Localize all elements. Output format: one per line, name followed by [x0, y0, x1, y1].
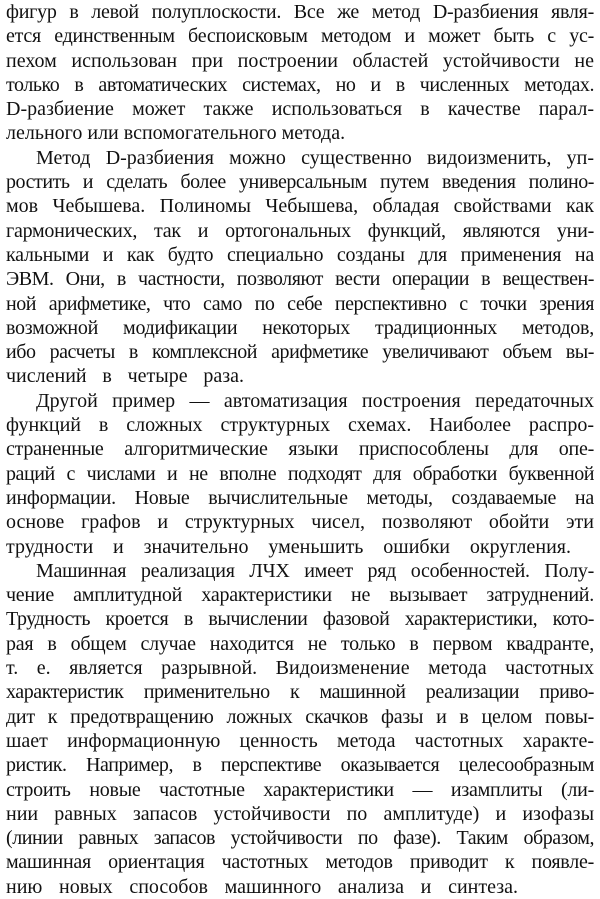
text-line: лельного или вспомогательного метода.: [6, 122, 346, 145]
text-line: возможной модификации некоторых традиционных методов,: [6, 316, 594, 339]
text-line: т. е. является разрывной. Видоизменение метода частотных: [6, 657, 594, 680]
text-line: ЭВМ. Они, в частности, позволяют вести операции в веществен-: [6, 268, 594, 291]
text-line: фигур в левой полуплоскости. Все же метод D-разбиения явля-: [6, 1, 594, 23]
text-line: гармонических, так и ортогональных функций, являются уни-: [6, 219, 594, 242]
text-line: ибо расчеты в комплексной арифметике увеличивают объем вы-: [6, 341, 594, 364]
text-line: информации. Новые вычислительные методы, создаваемые на: [6, 486, 594, 509]
text-line: страненные алгоритмические языки приспособлены для опе-: [6, 438, 594, 461]
text-line: дит к предотвращению ложных скачков фазы и в целом повы-: [6, 705, 594, 728]
text-line: Метод D-разбиения можно существенно видоизменить, уп-: [36, 146, 594, 169]
text-line: ристик. Например, в перспективе оказывается целесообразным: [6, 754, 594, 777]
text-line: (линии равных запасов устойчивости по фазе). Таким образом,: [6, 827, 594, 850]
text-line: Трудность кроется в вычислении фазовой характеристики, кото-: [6, 608, 594, 631]
text-line: ростить и сделать более универсальным путем введения полино-: [6, 171, 594, 194]
document-page: [6, 0, 594, 898]
paragraph-2: [6, 146, 594, 389]
text-line: числений в четыре раза.: [6, 365, 244, 388]
text-line: нии равных запасов устойчивости по амплитуде) и изофазы: [6, 802, 594, 825]
text-line: ется единственным беспоисковым методом и может быть с ус-: [6, 25, 594, 48]
paragraph-4: [6, 559, 594, 899]
text-line: чение амплитудной характеристики не вызывает затруднений.: [6, 584, 594, 607]
text-line: D-разбиение может также использоваться в качестве парал-: [6, 98, 594, 121]
text-line: Другой пример — автоматизация построения передаточных: [36, 389, 594, 412]
text-line: машинная ориентация частотных методов приводит к появле-: [6, 851, 594, 874]
text-line: рая в общем случае находится не только в первом квадранте,: [6, 632, 594, 655]
text-line: строить новые частотные характеристики — изамплиты (ли-: [6, 778, 594, 801]
text-line: характеристик применительно к машинной реализации приво-: [6, 681, 594, 704]
text-line: ной арифметике, что само по себе перспективно с точки зрения: [6, 292, 594, 315]
text-line: кальными и как будто специально созданы для применения на: [6, 243, 594, 266]
text-line: нию новых способов машинного анализа и синтеза.: [6, 875, 518, 898]
paragraph-1: [6, 0, 594, 146]
text-line: пехом использован при построении областей устойчивости не: [6, 49, 594, 72]
paragraph-3: [6, 389, 594, 559]
text-line: мов Чебышева. Полиномы Чебышева, обладая свойствами как: [6, 195, 594, 218]
text-line: трудности и значительно уменьшить ошибки округления.: [6, 535, 571, 558]
text-line: только в автоматических системах, но и в численных методах.: [6, 73, 594, 96]
text-line: раций с числами и не вполне подходят для обработки буквенной: [6, 462, 594, 485]
text-line: функций в сложных структурных схемах. Наиболее распро-: [6, 414, 594, 437]
text-line: основе графов и структурных чисел, позволяют обойти эти: [6, 511, 594, 534]
text-line: шает информационную ценность метода частотных характе-: [6, 729, 594, 752]
text-line: Машинная реализация ЛЧХ имеет ряд особенностей. Полу-: [36, 559, 594, 582]
